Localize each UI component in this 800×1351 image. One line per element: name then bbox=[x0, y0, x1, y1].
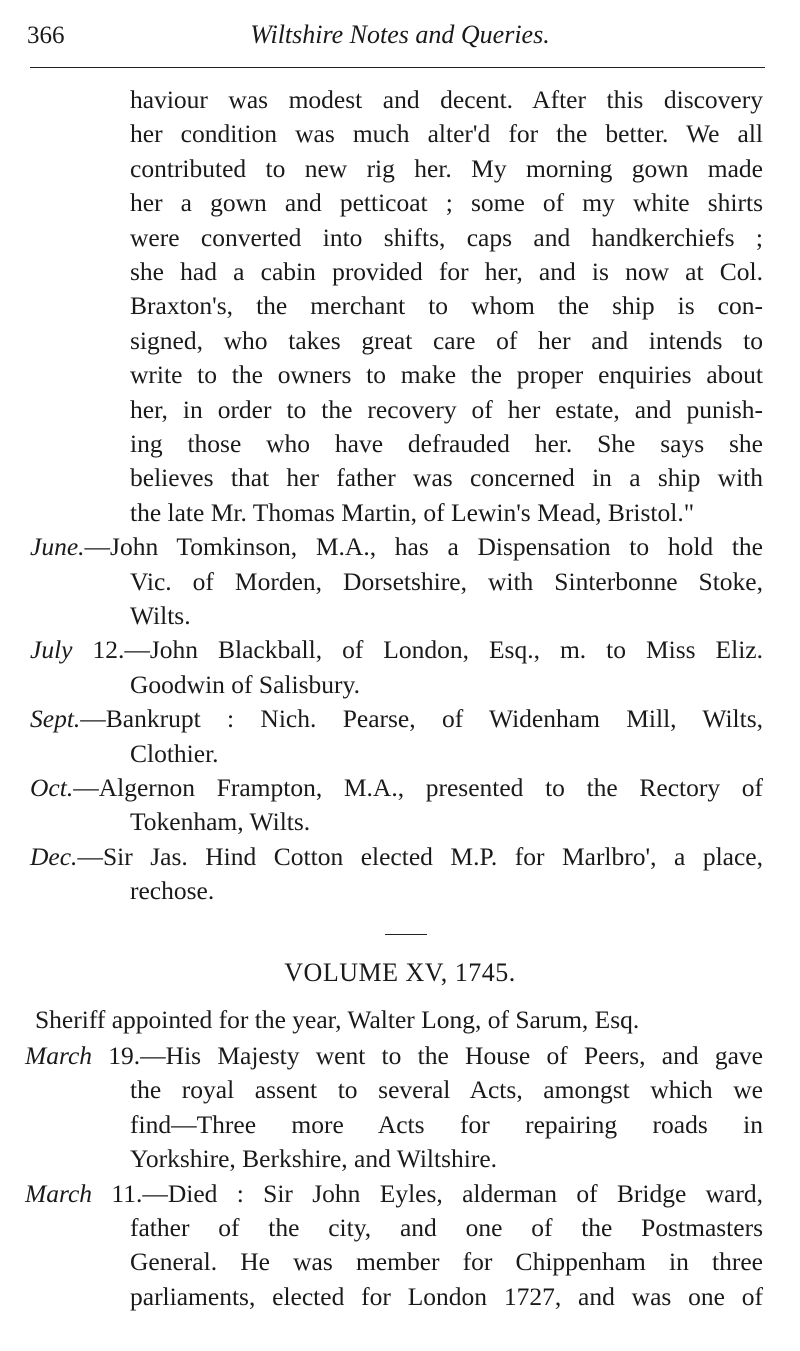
entry-line: Goodwin of Salisbury. bbox=[130, 669, 360, 699]
entry-first-line bbox=[30, 840, 763, 874]
text-line: contributed to new rig her. My morning gown made bbox=[130, 153, 763, 183]
text-line: her, in order to the recovery of her estate, and punish- bbox=[130, 394, 763, 424]
entry-line: rechose. bbox=[130, 876, 215, 906]
text-line: signed, who takes great care of her and intends to bbox=[130, 325, 763, 355]
entry-line: Tokenham, Wilts. bbox=[130, 807, 311, 837]
text-line: were converted into shifts, caps and handkerchiefs ; bbox=[130, 222, 763, 252]
text-line: her condition was much alter'd for the better. We all bbox=[130, 119, 763, 149]
entry-text: —Sir Jas. Hind Cotton elected M.P. for Marlbro', a place, bbox=[77, 841, 763, 871]
entry-date: Sept. bbox=[30, 704, 81, 734]
text-line: ing those who have defrauded her. She says she bbox=[130, 429, 763, 458]
header-rule bbox=[30, 67, 765, 68]
text-line: her a gown and petticoat ; some of my white shirts bbox=[130, 188, 763, 218]
entry-text: —Algernon Frampton, M.A., presented to the Rectory of bbox=[73, 773, 763, 802]
text-line: she had a cabin provided for her, and is now at Col. bbox=[130, 257, 763, 286]
entry-line: Clothier. bbox=[130, 738, 219, 768]
text-line: haviour was modest and decent. After this discovery bbox=[130, 85, 763, 114]
entry-line: Wilts. bbox=[130, 601, 191, 630]
entry-date: July bbox=[30, 635, 73, 665]
entry-date: Dec. bbox=[30, 841, 78, 871]
entry-text: 11.—Died : Sir John Eyles, alderman of Bridge ward, bbox=[92, 1178, 763, 1208]
entry-line: Vic. of Morden, Dorsetshire, with Sinterbonne Stoke, bbox=[130, 566, 763, 596]
text-line: the late Mr. Thomas Martin, of Lewin's Mead, Bristol." bbox=[130, 497, 695, 527]
running-title: Wiltshire Notes and Queries. bbox=[250, 20, 550, 49]
page-number: 366 bbox=[27, 22, 65, 49]
section-divider bbox=[385, 934, 427, 935]
entry-first-line bbox=[30, 530, 763, 564]
entry-first-line bbox=[30, 633, 763, 667]
entry-line: father of the city, and one of the Postmasters bbox=[130, 1213, 763, 1242]
volume-heading: VOLUME XV, 1745. bbox=[284, 958, 516, 987]
entry-first-line bbox=[30, 771, 763, 805]
sheriff-line: Sheriff appointed for the year, Walter Long, of Sarum, Esq. bbox=[35, 1005, 640, 1034]
entry-first-line bbox=[25, 1177, 763, 1211]
entry-text: 12.—John Blackball, of London, Esq., m. to Miss Eliz. bbox=[72, 635, 763, 665]
entry-first-line bbox=[25, 1039, 763, 1073]
text-line: believes that her father was concerned in a ship with bbox=[130, 463, 763, 493]
entry-date: March bbox=[25, 1041, 93, 1070]
entry-line: the royal assent to several Acts, amongst which we bbox=[130, 1075, 763, 1105]
entry-line: find—Three more Acts for repairing roads in bbox=[130, 1109, 763, 1139]
entry-date: March bbox=[25, 1178, 93, 1208]
text-line: Braxton's, the merchant to whom the ship is con- bbox=[130, 291, 763, 321]
entry-line: Yorkshire, Berkshire, and Wiltshire. bbox=[130, 1144, 498, 1174]
entry-line: parliaments, elected for London 1727, and was one of bbox=[130, 1281, 763, 1311]
entry-line: General. He was member for Chippenham in three bbox=[130, 1247, 763, 1277]
text-line: write to the owners to make the proper enquiries about bbox=[130, 360, 763, 390]
entry-date: Oct. bbox=[30, 773, 74, 802]
entry-text: 19.—His Majesty went to the House of Peers, and gave bbox=[92, 1041, 763, 1070]
entry-text: —John Tomkinson, M.A., has a Dispensation to hold the bbox=[84, 532, 763, 562]
entry-first-line bbox=[30, 702, 763, 736]
entry-text: —Bankrupt : Nich. Pearse, of Widenham Mill, Wilts, bbox=[80, 704, 763, 734]
entry-date: June. bbox=[30, 532, 85, 562]
